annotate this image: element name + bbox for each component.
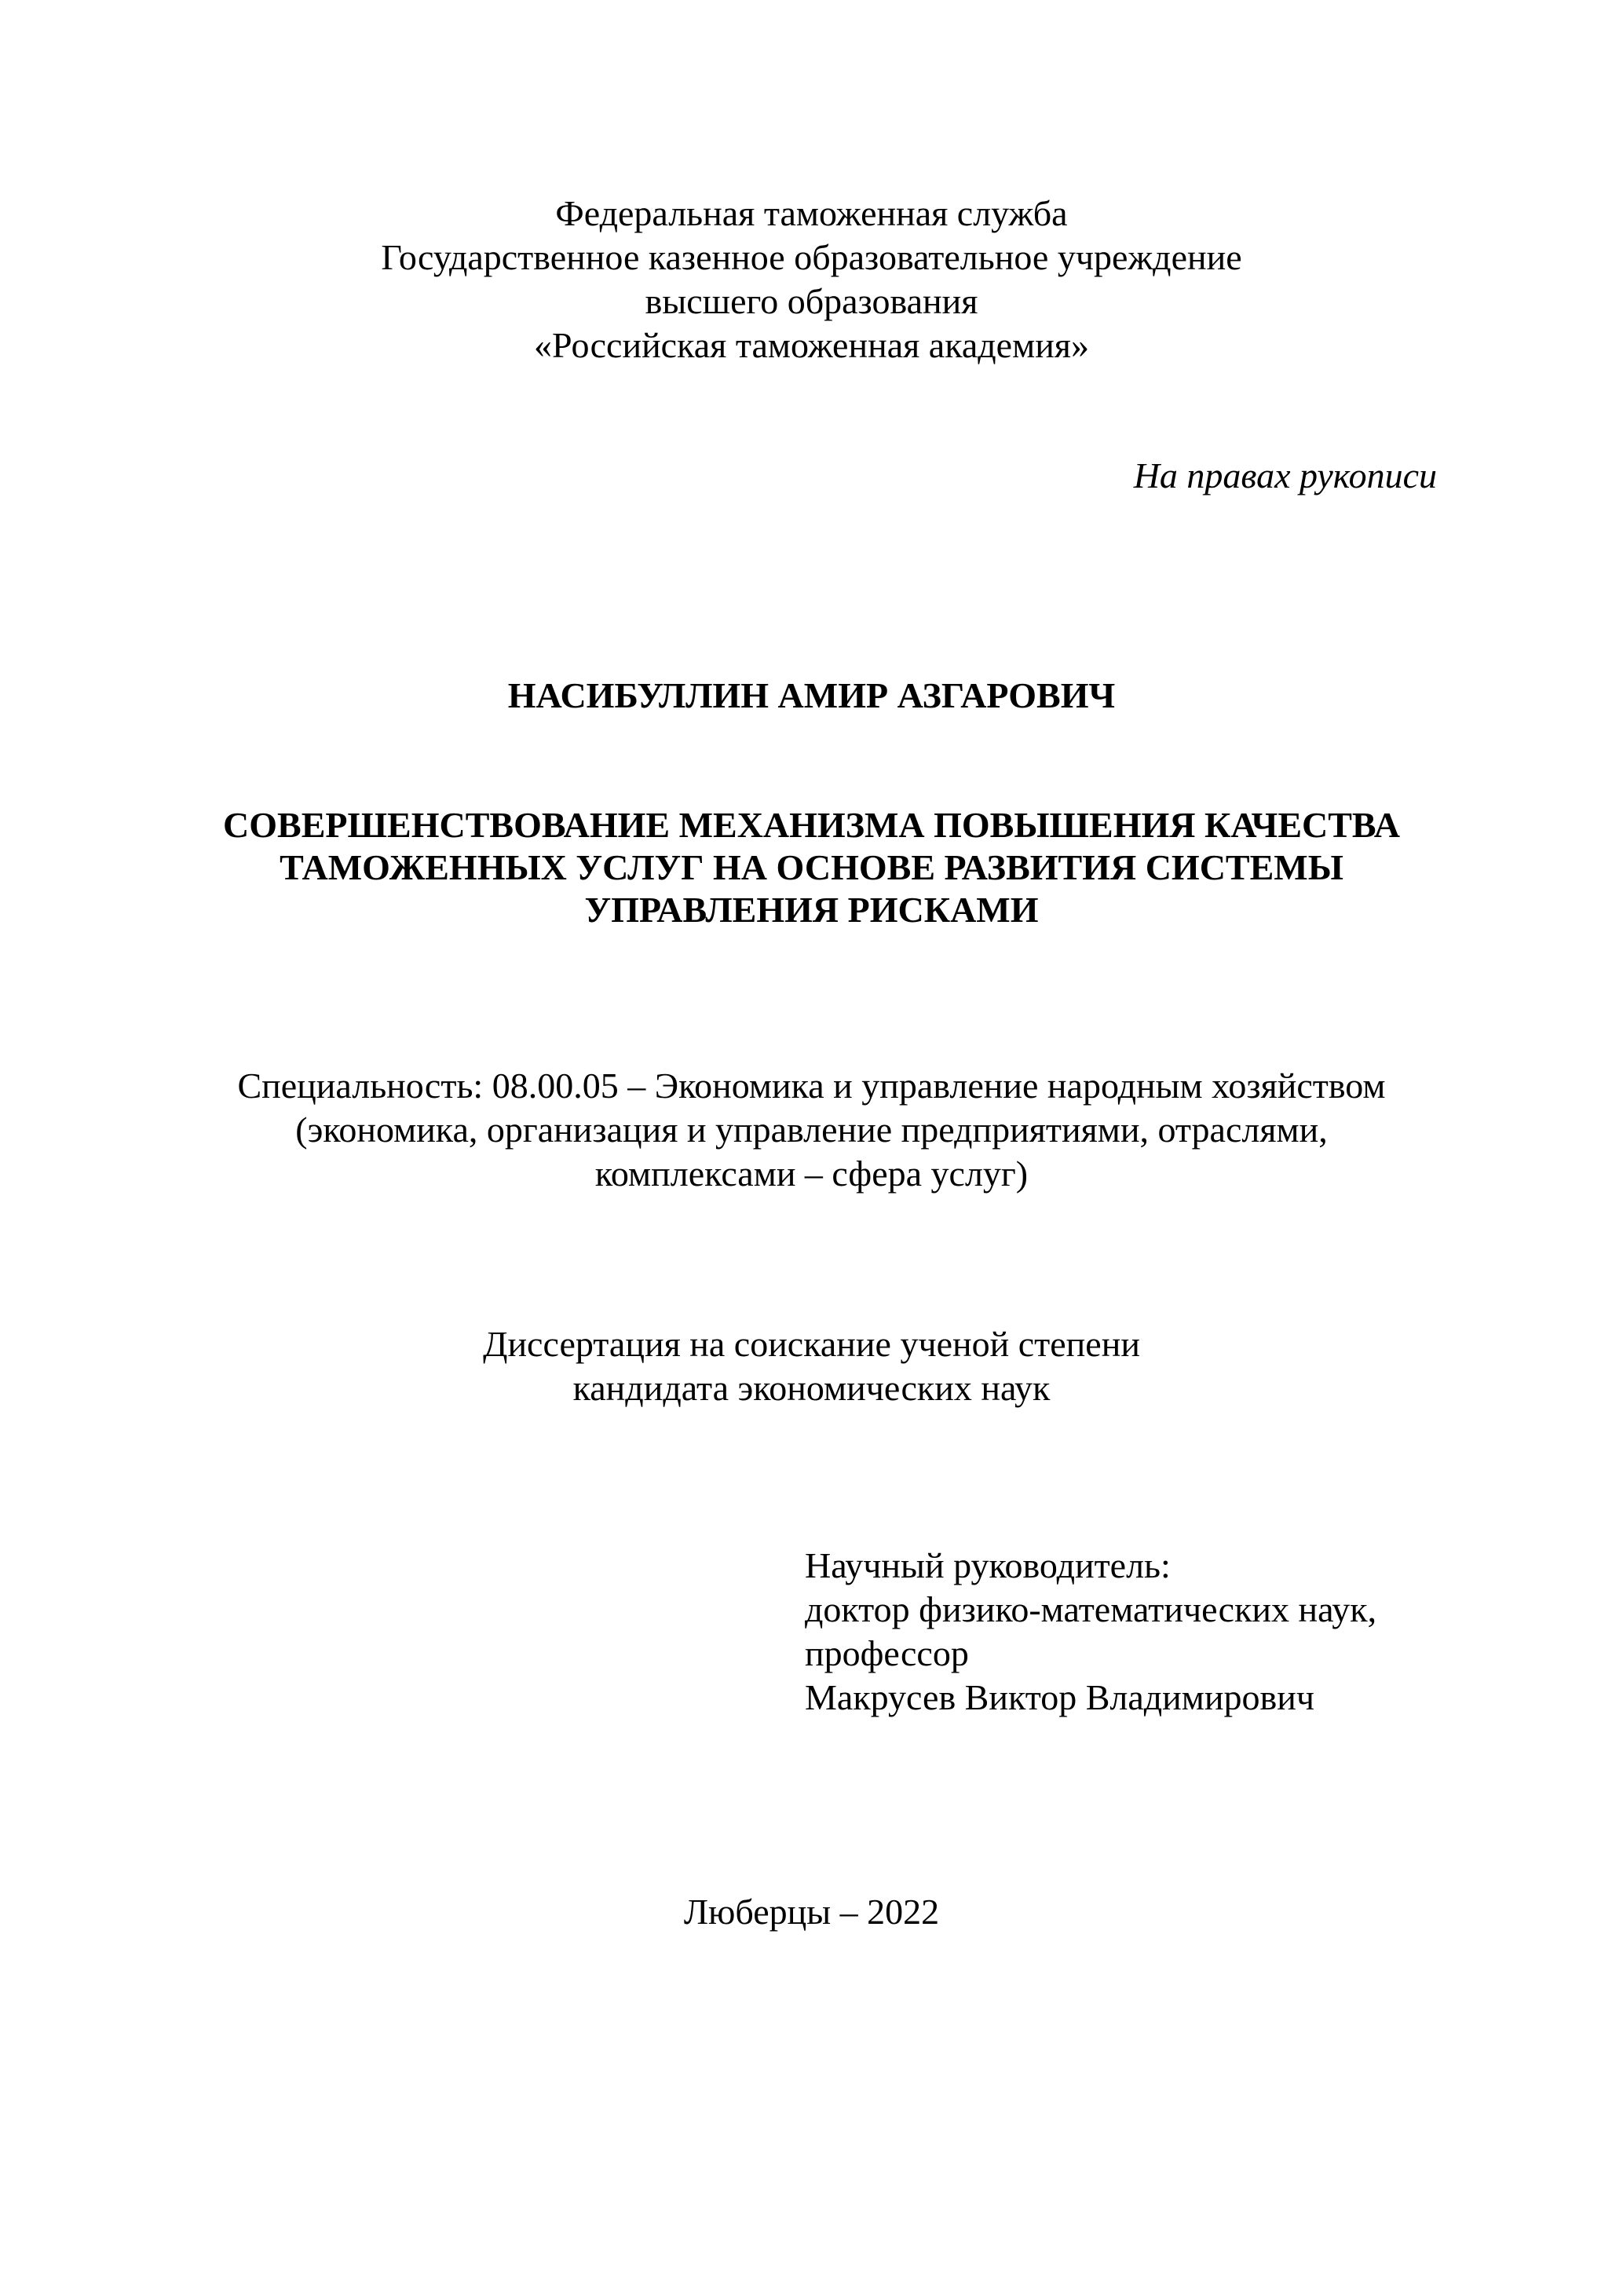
title-line: ТАМОЖЕННЫХ УСЛУГ НА ОСНОВЕ РАЗВИТИЯ СИСТЕМЫ [280, 847, 1343, 887]
degree-line: кандидата экономических наук [572, 1368, 1051, 1408]
author-name: НАСИБУЛЛИН АМИР АЗГАРОВИЧ [507, 675, 1116, 715]
specialty-line: Специальность: 08.00.05 – Экономика и управление народным хозяйством [237, 1066, 1386, 1106]
title-line: СОВЕРШЕНСТВОВАНИЕ МЕХАНИЗМА ПОВЫШЕНИЯ КАЧЕСТВА [223, 805, 1400, 845]
specialty-line: комплексами – сфера услуг) [594, 1153, 1029, 1194]
supervisor-line: Макрусев Виктор Владимирович [805, 1677, 1314, 1717]
institution-line: высшего образования [645, 281, 978, 321]
place-and-year: Люберцы – 2022 [683, 1892, 940, 1932]
supervisor-line: профессор [805, 1633, 969, 1673]
degree-line: Диссертация на соискание ученой степени [483, 1324, 1140, 1364]
institution-line: Федеральная таможенная служба [555, 193, 1068, 233]
dissertation-title [0, 804, 1623, 931]
specialty-line: (экономика, организация и управление предприятиями, отраслями, [295, 1110, 1328, 1150]
institution-line: Государственное казенное образовательное учреждение [381, 237, 1242, 277]
supervisor-line: доктор физико-математических наук, [805, 1589, 1377, 1629]
degree-statement [0, 1322, 1623, 1410]
title-line: УПРАВЛЕНИЯ РИСКАМИ [584, 890, 1039, 930]
scientific-supervisor [805, 1544, 1376, 1720]
institution-line: «Российская таможенная академия» [534, 325, 1089, 365]
institution-header [0, 192, 1623, 367]
manuscript-rights-note: На правах рукописи [1133, 455, 1437, 495]
supervisor-line: Научный руководитель: [805, 1545, 1171, 1585]
specialty-info [0, 1064, 1623, 1196]
